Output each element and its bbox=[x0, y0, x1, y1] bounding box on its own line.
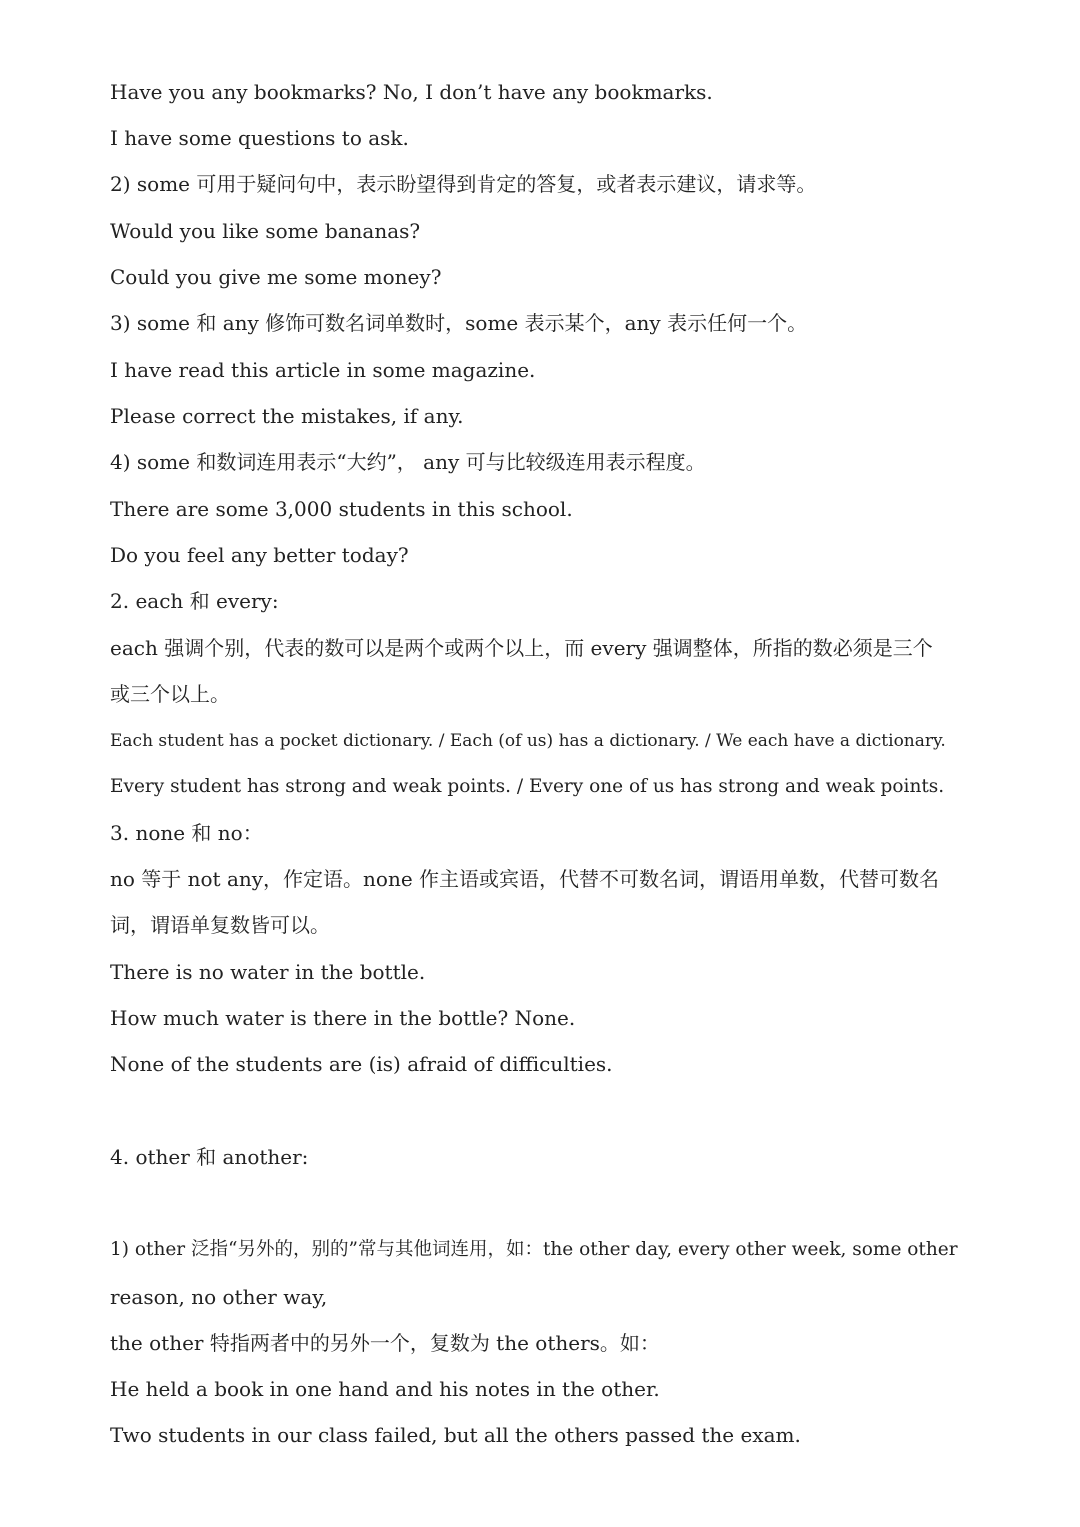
text-line: 2) some 可用于疑问句中，表示盼望得到肯定的答复，或者表示建议，请求等。 bbox=[110, 172, 817, 196]
text-line: Every student has strong and weak points. / Every one of us has strong and weak points. bbox=[110, 776, 945, 797]
text-line: Each student has a pocket dictionary. / Each (of us) has a dictionary. / We each have a dictionary. bbox=[110, 731, 946, 751]
text-line: Could you give me some money? bbox=[110, 265, 442, 289]
text-line: 3) some 和 any 修饰可数名词单数时，some 表示某个，any 表示任何一个。 bbox=[110, 311, 808, 335]
text-line: Two students in our class failed, but all the others passed the exam. bbox=[110, 1423, 801, 1447]
text-line: 或三个以上。 bbox=[110, 682, 230, 706]
text-line: no 等于 not any，作定语。none 作主语或宾语，代替不可数名词，谓语用单数，代替可数名 bbox=[110, 867, 940, 891]
section-heading: 3. none 和 no： bbox=[110, 821, 263, 845]
text-line: Do you feel any better today? bbox=[110, 543, 409, 567]
text-line: 4) some 和数词连用表示“大约”， any 可与比较级连用表示程度。 bbox=[110, 450, 706, 474]
text-line: None of the students are (is) afraid of difficulties. bbox=[110, 1052, 613, 1076]
text-line: reason, no other way, bbox=[110, 1285, 328, 1309]
text-line: Would you like some bananas? bbox=[110, 219, 421, 243]
text-line: 词，谓语单复数皆可以。 bbox=[110, 913, 330, 937]
text-line: There is no water in the bottle. bbox=[110, 960, 426, 984]
section-heading: 4. other 和 another: bbox=[110, 1145, 309, 1169]
text-line: I have some questions to ask. bbox=[110, 126, 409, 150]
text-line: 1) other 泛指“另外的，别的”常与其他词连用，如：the other day, every other week, some other bbox=[110, 1239, 958, 1260]
text-line: the other 特指两者中的另外一个，复数为 the others。如： bbox=[110, 1331, 660, 1355]
text-line: There are some 3,000 students in this school. bbox=[110, 497, 573, 521]
text-line: each 强调个别，代表的数可以是两个或两个以上，而 every 强调整体，所指的数必须是三个 bbox=[110, 636, 933, 660]
text-line: I have read this article in some magazine. bbox=[110, 358, 536, 382]
section-heading: 2. each 和 every: bbox=[110, 589, 279, 613]
text-line: How much water is there in the bottle? None. bbox=[110, 1006, 576, 1030]
text-line: He held a book in one hand and his notes in the other. bbox=[110, 1377, 660, 1401]
text-line: Please correct the mistakes, if any. bbox=[110, 404, 464, 428]
text-line: Have you any bookmarks? No, I don’t have any bookmarks. bbox=[110, 80, 713, 104]
